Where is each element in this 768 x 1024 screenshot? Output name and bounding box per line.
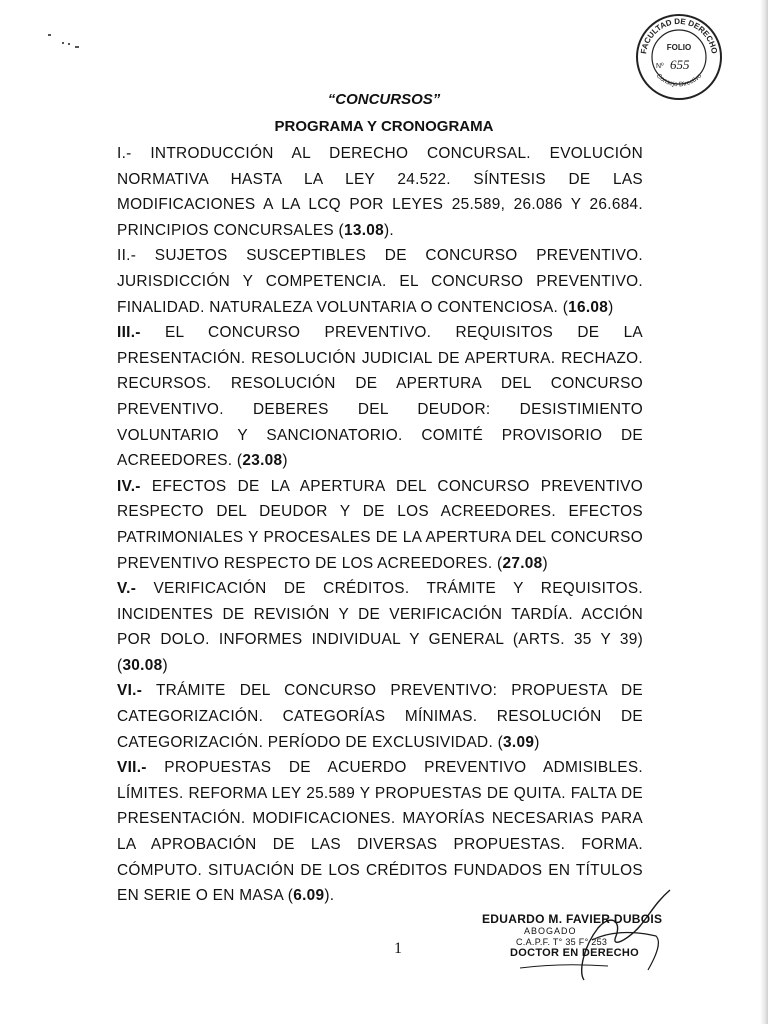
section-numeral: II.- <box>117 247 137 265</box>
svg-text:Consejo Directivo <box>655 72 703 88</box>
section-numeral: VI.- <box>117 682 143 700</box>
section-text: VERIFICACIÓN DE CRÉDITOS. TRÁMITE Y REQUISITOS. INCIDENTES DE REVISIÓN Y DE VERIFICACIÓN TARDÍA. ACCIÓN POR DOLO. INFORMES INDIVIDUAL Y GENERAL (ARTS. 35 Y 39) ( <box>117 580 643 674</box>
scan-edge-shadow <box>760 0 768 1024</box>
section-text: INTRODUCCIÓN AL DERECHO CONCURSAL. EVOLUCIÓN NORMATIVA HASTA LA LEY 24.522. SÍNTESIS DE LAS MODIFICACIONES A LA LCQ POR LEYES 25.589, 26.086 Y 26.684. PRINCIPIOS CONCURSALES ( <box>117 145 643 239</box>
section-1 <box>117 141 643 243</box>
section-tail: ) <box>534 733 540 751</box>
page-number: 1 <box>394 940 402 957</box>
stamp-top-text: FACULTAD DE DERECHO <box>639 16 719 55</box>
section-date: 23.08 <box>242 452 283 470</box>
section-text: PROPUESTAS DE ACUERDO PREVENTIVO ADMISIBLES. LÍMITES. REFORMA LEY 25.589 Y PROPUESTAS DE QUITA. FALTA DE PRESENTACIÓN. MODIFICACIONES. MAYORÍAS NECESARIAS PARA LA APROBACIÓN DE LAS DIVERSAS PROPUESTAS. FORMA. CÓMPUTO. SITUACIÓN DE LOS CRÉDITOS FUNDADOS EN TÍTULOS EN SERIE O EN MASA ( <box>117 759 643 905</box>
section-tail: ) <box>162 656 168 674</box>
signature-title: ABOGADO <box>524 926 577 936</box>
section-date: 16.08 <box>568 298 609 316</box>
stamp-folio-label: FOLIO <box>666 43 692 52</box>
section-numeral: III.- <box>117 324 141 342</box>
section-numeral: IV.- <box>117 477 141 495</box>
section-date: 13.08 <box>343 221 384 239</box>
section-tail: ) <box>542 554 548 572</box>
section-text: TRÁMITE DEL CONCURSO PREVENTIVO: PROPUESTA DE CATEGORIZACIÓN. CATEGORÍAS MÍNIMAS. RESOLUCIÓN DE CATEGORIZACIÓN. PERÍODO DE EXCLUSIVIDAD. ( <box>117 682 643 751</box>
scan-specks <box>48 34 88 54</box>
handwritten-signature <box>480 880 680 990</box>
section-tail: ) <box>282 452 288 470</box>
signature-registration: C.A.P.F. T° 35 F° 253 <box>516 937 608 947</box>
document-subtitle: PROGRAMA Y CRONOGRAMA <box>274 118 494 135</box>
signature-stamp <box>480 880 680 990</box>
section-text: SUJETOS SUSCEPTIBLES DE CONCURSO PREVENTIVO. JURISDICCIÓN Y COMPETENCIA. EL CONCURSO PREVENTIVO. FINALIDAD. NATURALEZA VOLUNTARIA O CONTENCIOSA. ( <box>117 247 643 316</box>
section-tail: ) <box>608 298 614 316</box>
stamp-handwritten-number: 655 <box>670 57 690 72</box>
faculty-stamp <box>634 12 724 102</box>
section-2 <box>117 243 643 320</box>
section-text: EFECTOS DE LA APERTURA DEL CONCURSO PREVENTIVO RESPECTO DEL DEUDOR Y DE LOS ACREEDORES. EFECTOS PATRIMONIALES Y PROCESALES DE LA APERTURA DEL CONCURSO PREVENTIVO RESPECTO DE LOS ACREEDORES. ( <box>117 477 643 572</box>
section-date: 6.09 <box>293 887 325 905</box>
section-6 <box>117 678 643 755</box>
section-numeral: V.- <box>117 580 137 598</box>
section-4 <box>117 474 643 576</box>
section-date: 30.08 <box>122 656 163 674</box>
section-text: EL CONCURSO PREVENTIVO. REQUISITOS DE LA PRESENTACIÓN. RESOLUCIÓN JUDICIAL DE APERTURA. RECHAZO. RECURSOS. RESOLUCIÓN DE APERTURA DEL CONCURSO PREVENTIVO. DEBERES DEL DEUDOR: DESISTIMIENTO VOLUNTARIO Y SANCIONATORIO. COMITÉ PROVISORIO DE ACREEDORES. ( <box>117 324 643 470</box>
stamp-bottom-text: Consejo Directivo <box>654 72 704 89</box>
section-date: 27.08 <box>502 554 543 572</box>
program-body <box>117 141 643 909</box>
section-numeral: VII.- <box>117 759 147 777</box>
section-5 <box>117 576 643 678</box>
document-title: “CONCURSOS” <box>327 91 441 108</box>
stamp-number-label: Nº <box>656 63 664 70</box>
section-date: 3.09 <box>503 733 535 751</box>
section-3 <box>117 320 643 474</box>
section-tail: ). <box>384 221 395 239</box>
section-numeral: I.- <box>117 145 132 162</box>
section-tail: ). <box>324 887 335 905</box>
signature-degree: DOCTOR EN DERECHO <box>510 947 639 959</box>
signature-name: EDUARDO M. FAVIER DUBOIS <box>482 912 663 926</box>
